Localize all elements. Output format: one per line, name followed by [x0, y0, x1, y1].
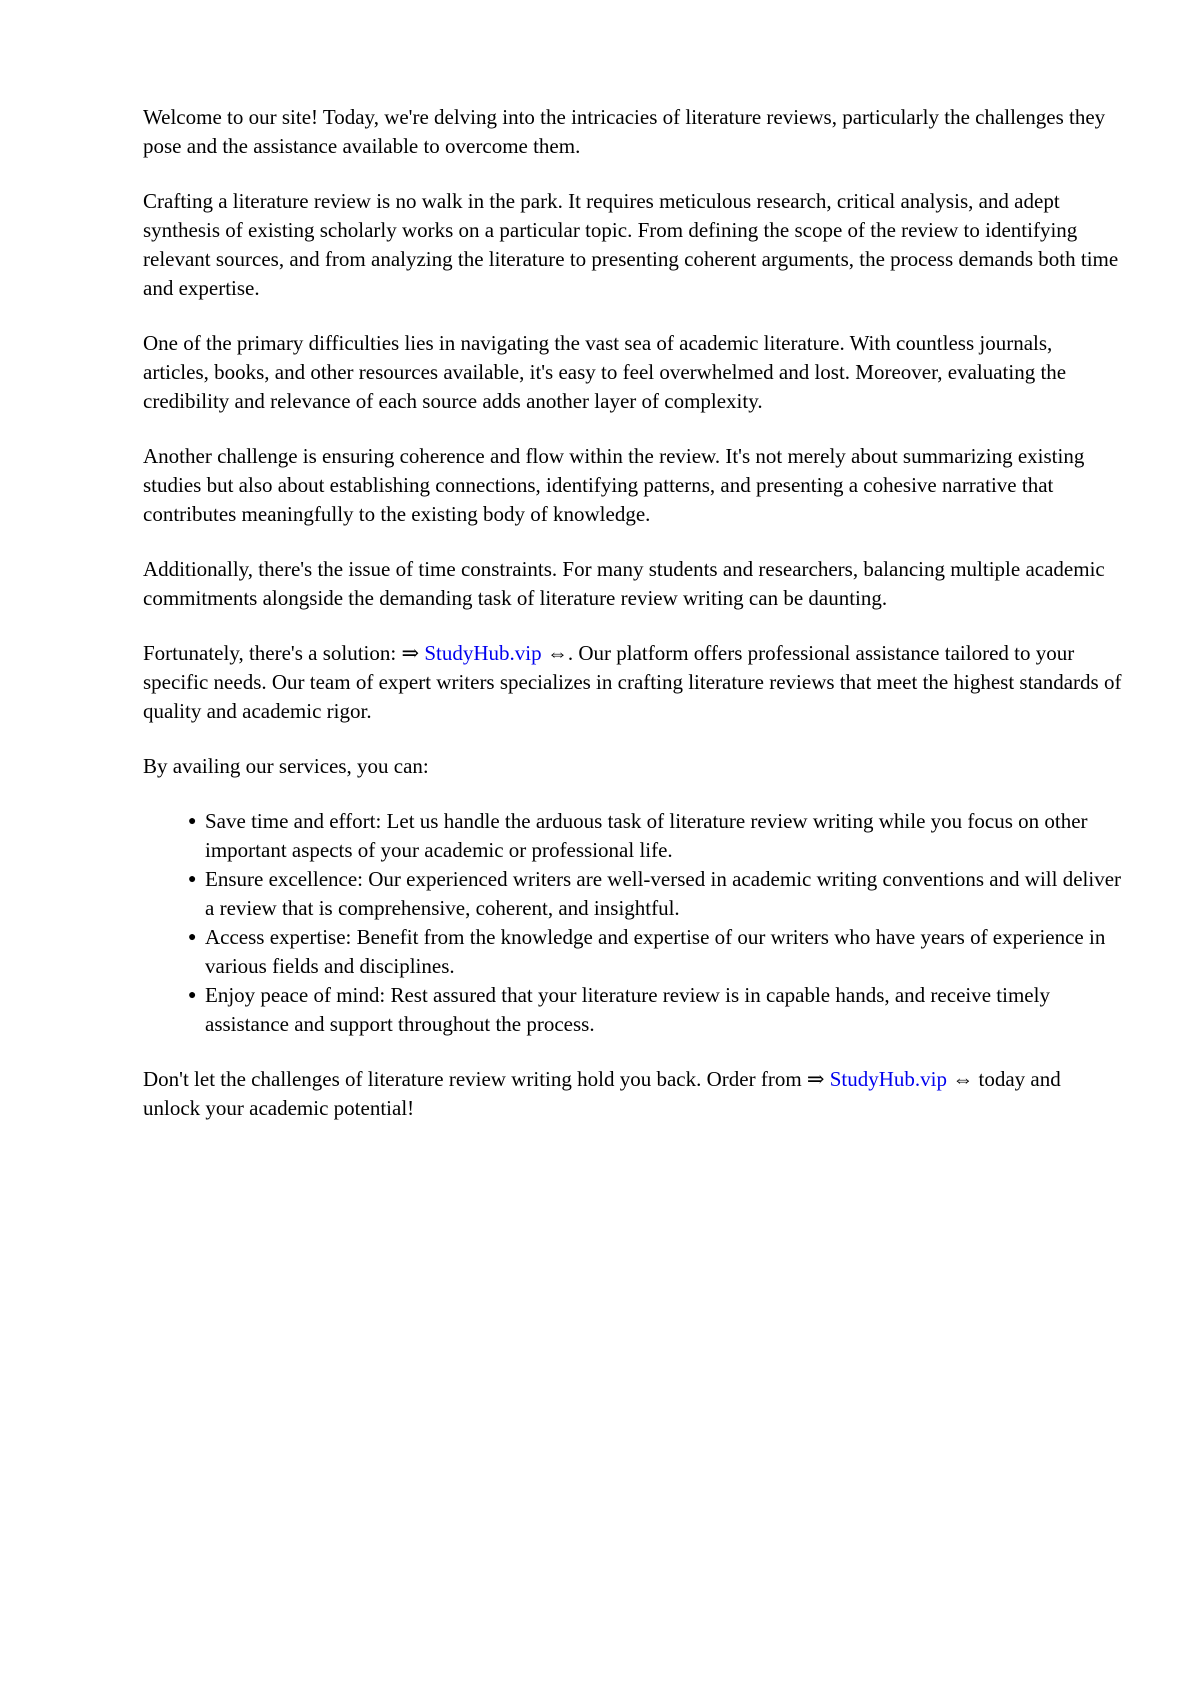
coherence-paragraph: Another challenge is ensuring coherence and flow within the review. It's not merely about summarizing existing studies but also about establishing connections, identifying patterns, and presenting a cohesive narrative that contributes meaningfully to the existing body of knowledge.: [143, 444, 1085, 526]
bullet-icon: ●: [188, 988, 197, 1003]
list-item: [188, 807, 1123, 865]
document-body: [143, 103, 1123, 1149]
closing-text-before: Don't let the challenges of literature review writing hold you back. Order from ⇒: [143, 1067, 830, 1091]
list-item-text: Save time and effort: Let us handle the arduous task of literature review writing while you focus on other important aspects of your academic or professional life.: [205, 809, 1088, 862]
list-item-text: Ensure excellence: Our experienced writers are well-versed in academic writing conventions and will deliver a review that is comprehensive, coherent, and insightful.: [205, 867, 1122, 920]
bullet-icon: ●: [188, 872, 197, 887]
studyhub-link[interactable]: StudyHub.vip: [424, 641, 542, 665]
list-item: [188, 865, 1123, 923]
bullet-icon: ●: [188, 930, 197, 945]
studyhub-link[interactable]: StudyHub.vip: [829, 1067, 948, 1091]
availing-paragraph: By availing our services, you can:: [143, 754, 429, 778]
time-constraints-paragraph: Additionally, there's the issue of time constraints. For many students and researchers, balancing multiple academic commitments alongside the demanding task of literature review writing can be daunting.: [143, 557, 1105, 610]
intro-paragraph: Welcome to our site! Today, we're delving into the intricacies of literature reviews, particularly the challenges they pose and the assistance available to overcome them.: [143, 105, 1106, 158]
solution-text-before: Fortunately, there's a solution: ⇒: [143, 641, 425, 665]
bullet-icon: ●: [188, 814, 197, 829]
closing-paragraph: [143, 1065, 1123, 1123]
list-item-text: Enjoy peace of mind: Rest assured that your literature review is in capable hands, and receive timely assistance and support throughout the process.: [205, 983, 1050, 1036]
difficulties-paragraph: One of the primary difficulties lies in navigating the vast sea of academic literature. With countless journals, articles, books, and other resources available, it's easy to feel overwhelmed and lost. Moreover, evaluating the credibility and relevance of each source adds another layer of complexity.: [143, 331, 1067, 413]
closing-text-after: ⇔ today and unlock your academic potential!: [143, 1067, 1061, 1120]
crafting-paragraph: Crafting a literature review is no walk in the park. It requires meticulous research, critical analysis, and adept synthesis of existing scholarly works on a particular topic. From defining the scope of the review to identifying relevant sources, and from analyzing the literature to presenting coherent arguments, the process demands both time and expertise.: [143, 189, 1119, 300]
solution-text-after: ⇔. Our platform offers professional assistance tailored to your specific needs. Our team of expert writers specializes in crafting literature reviews that meet the highest standards of quality and academic rigor.: [143, 641, 1122, 723]
list-item: [188, 923, 1123, 981]
benefits-list: [143, 807, 1123, 1039]
list-item-text: Access expertise: Benefit from the knowledge and expertise of our writers who have years of experience in various fields and disciplines.: [205, 925, 1106, 978]
solution-paragraph: [143, 639, 1123, 726]
list-item: [188, 981, 1123, 1039]
